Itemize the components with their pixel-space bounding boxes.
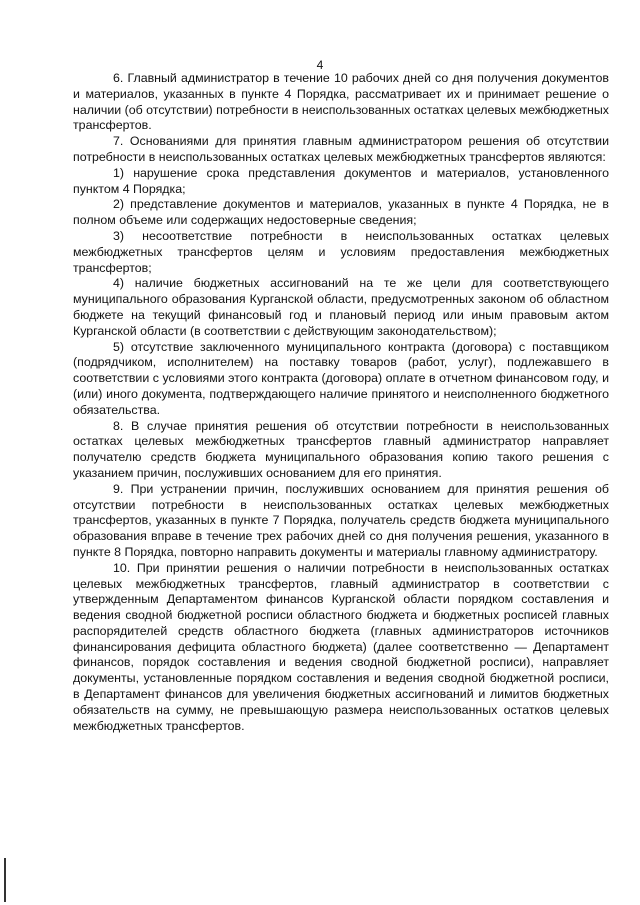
paragraph-9: 9. При устранении причин, послуживших основанием для принятия решения об отсутствии потребности в неиспользованных остатках целевых межбюджетных трансфертов, указанных в пункте 7 Порядка, получатель средств бюджета муниципального образования вправе в течение трех рабочих дней со дня получения решения, указанного в пункте 8 Порядка, повторно направить документы и материалы главному администратору. (73, 481, 609, 559)
paragraph-7-item-1: 1) нарушение срока представления документов и материалов, установленного пунктом 4 Порядка; (73, 165, 609, 196)
paragraph-7: 7. Основаниями для принятия главным администратором решения об отсутствии потребности в неиспользованных остатках целевых межбюджетных трансфертов являются: (73, 134, 609, 164)
paragraph-8: 8. В случае принятия решения об отсутствии потребности в неиспользованных остатках целевых межбюджетных трансфертов главный администратор направляет получателю средств бюджета муниципального образования копию такого решения с указанием причин, послуживших основанием для его принятия. (73, 418, 609, 480)
scan-edge-mark (4, 858, 6, 902)
paragraph-7-item-5: 5) отсутствие заключенного муниципального контракта (договора) с поставщиком (подрядчиком, исполнителем) на поставку товаров (работ, услуг), подлежавшего в соответствии с условиями этого контракта (договора) оплате в отчетном финансовом году, и (или) иного документа, подтверждающего наличие принятого и неисполненного бюджетного обязательства. (73, 339, 609, 417)
page-number: 4 (316, 58, 324, 72)
paragraph-10: 10. При принятии решения о наличии потребности в неиспользованных остатках целевых межбюджетных трансфертов, главный администратор в соответствии с утвержденным Департаментом финансов Курганской области порядком составления и ведения сводной бюджетной росписи областного бюджета и бюджетных росписей главных распорядителей средств областного бюджета (главных администраторов источников финансирования дефицита областного бюджета) (далее соответственно — Департамент финансов, порядок составления и ведения сводной бюджетной росписи), направляет документы, установленные порядком составления и ведения сводной бюджетной росписи, в Департамент финансов для увеличения бюджетных ассигнований и лимитов бюджетных обязательств на сумму, не превышающую размера неиспользованных остатков целевых межбюджетных трансфертов. (73, 560, 609, 733)
paragraph-7-item-2: 2) представление документов и материалов, указанных в пункте 4 Порядка, не в полном объеме или содержащих недостоверные сведения; (73, 197, 609, 228)
paragraph-7-item-3: 3) несоответствие потребности в неиспользованных остатках целевых межбюджетных трансфертов целям и условиям предоставления межбюджетных трансфертов; (73, 228, 609, 275)
document-body (73, 71, 609, 734)
paragraph-6: 6. Главный администратор в течение 10 рабочих дней со дня получения документов и материалов, указанных в пункте 4 Порядка, рассматривает их и принимает решение о наличии (об отсутствии) потребности в неиспользованных остатках целевых межбюджетных трансфертов. (73, 71, 609, 133)
paragraph-7-item-4: 4) наличие бюджетных ассигнований на те же цели для соответствующего муниципального образования Курганской области, предусмотренных законом об областном бюджете на текущий финансовый год и плановый период или иным правовым актом Курганской области (в соответствии с действующим законодательством); (73, 276, 609, 338)
